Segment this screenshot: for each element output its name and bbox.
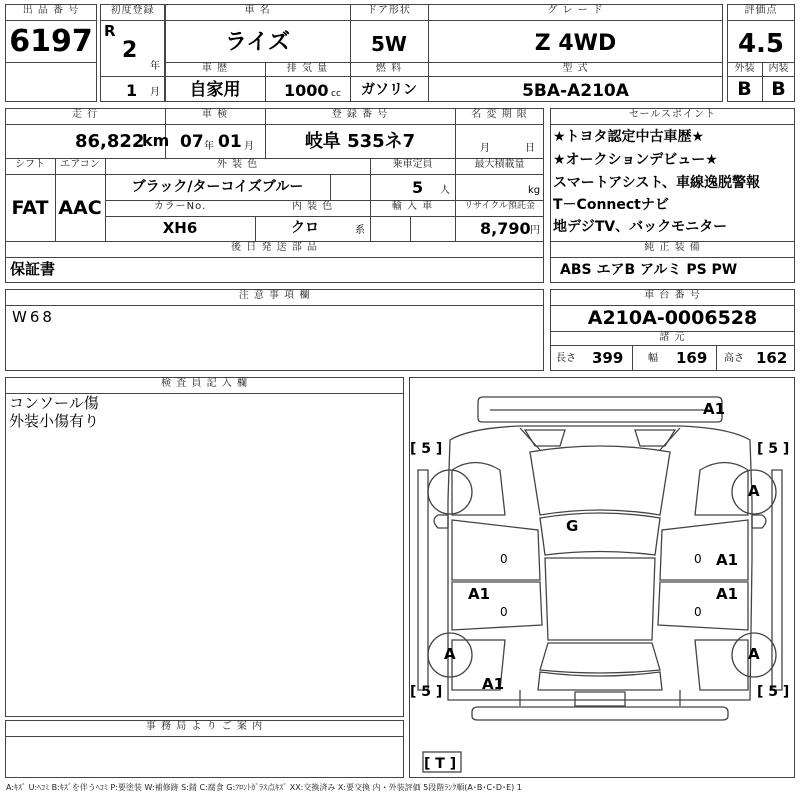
registration-label: 登 録 番 号 — [331, 109, 389, 120]
car-name: ライズ — [224, 30, 291, 55]
fuel-type: ガソリン — [361, 82, 417, 98]
inspection-year-unit: 年 — [204, 141, 214, 152]
notes-text: W68 — [12, 308, 55, 326]
passenger-capacity: 5 — [412, 178, 424, 197]
width-value: 169 — [676, 349, 708, 367]
name-change-day: 日 — [525, 143, 535, 154]
sales-point-2: ★オークションデビュー★ — [553, 152, 718, 168]
inspection-year: 07 — [180, 132, 204, 152]
interior-color: クロ — [291, 220, 319, 236]
name-change-label: 名 変 期 限 — [471, 109, 528, 120]
registration-number: 岐阜 535ネ7 — [304, 131, 416, 152]
mark-roof: A1 — [703, 400, 726, 418]
history-label: 車 歴 — [201, 63, 229, 74]
mileage-label: 走 行 — [71, 109, 99, 120]
exterior-grade: B — [737, 78, 752, 100]
cc-unit: cc — [331, 89, 341, 99]
first-registration-year: 2 — [122, 38, 138, 63]
equipment-label: 純 正 装 備 — [644, 242, 701, 253]
capacity-unit: 人 — [440, 185, 450, 196]
spare-tire-mark: [ T ] — [424, 756, 457, 772]
tire-size-bottom-right: [ 5 ] — [757, 684, 790, 700]
model-code: 5BA-A210A — [522, 81, 629, 101]
color-number-label: カラーNo. — [153, 201, 207, 212]
tire-size-bottom-left: [ 5 ] — [410, 684, 443, 700]
chassis-label: 車 台 番 号 — [644, 290, 701, 301]
mark-rear-left-door: A1 — [482, 675, 505, 693]
length-value: 399 — [592, 349, 624, 367]
year-unit: 年 — [150, 61, 160, 72]
mark-right-rear-wheel: A — [748, 645, 760, 663]
exterior-label: 外装 — [734, 63, 755, 74]
shift-type: FAT — [11, 197, 49, 219]
car-name-label: 車 名 — [244, 5, 271, 16]
first-registration-label: 初度登録 — [110, 5, 155, 16]
era-mark: R — [104, 22, 116, 40]
height-value: 162 — [756, 349, 788, 367]
inspection-label: 車 検 — [201, 109, 229, 120]
length-label: 長さ — [556, 353, 576, 364]
recycle-deposit: 8,790 — [480, 219, 531, 238]
mark-hood: G — [566, 517, 579, 535]
tire-size-top-right: [ 5 ] — [757, 441, 790, 457]
mark-left-rear-wheel: A — [444, 645, 456, 663]
first-registration-month: 1 — [126, 81, 138, 100]
interior-color-label: 内 装 色 — [291, 201, 334, 212]
mark-rear-right-door: A1 — [716, 585, 739, 603]
height-label: 高さ — [724, 353, 744, 364]
damage-diagram-box — [409, 377, 795, 778]
overall-score: 4.5 — [737, 29, 785, 59]
zero-mark-rear-right: 0 — [694, 605, 702, 619]
exterior-color: ブラック/ターコイズブルー — [131, 179, 304, 195]
aircon-label: エアコン — [60, 159, 100, 170]
aircon-type: AAC — [58, 197, 102, 219]
inspection-month: 01 — [218, 132, 242, 152]
sales-point-5: 地デジTV、バックモニター — [553, 219, 728, 235]
notes-box — [5, 289, 544, 371]
km-unit: km — [142, 131, 170, 150]
mark-front-left-door: A1 — [468, 585, 491, 603]
name-change-month: 月 — [480, 143, 490, 154]
standard-equipment: ABS エアB アルミ PS PW — [560, 262, 738, 278]
chassis-number: A210A-0006528 — [587, 307, 758, 329]
score-label: 評価点 — [744, 5, 778, 16]
office-label: 事 務 局 よ り ご 案 内 — [145, 721, 264, 732]
model-label: 型 式 — [562, 63, 589, 74]
shift-label: シフト — [15, 159, 45, 170]
interior-label: 内装 — [768, 63, 789, 74]
inspector-note-2: 外装小傷有り — [9, 412, 100, 430]
grade: Z 4WD — [534, 31, 617, 56]
zero-mark-right: 0 — [694, 552, 702, 566]
zero-mark-left: 0 — [500, 552, 508, 566]
exterior-color-label: 外 装 色 — [216, 159, 259, 170]
zero-mark-rear-left: 0 — [500, 605, 508, 619]
fuel-label: 燃 料 — [375, 63, 403, 74]
lot-number-label: 出 品 番 号 — [22, 5, 80, 16]
capacity-label: 乗車定員 — [392, 159, 433, 170]
inspector-label: 検 査 員 記 入 欄 — [161, 378, 248, 389]
sales-points-label: セールスポイント — [628, 109, 717, 120]
max-load-label: 最大積載量 — [474, 159, 525, 170]
sales-point-3: スマートアシスト、車線逸脱警報 — [553, 175, 761, 191]
import-label: 輸 入 車 — [391, 201, 434, 212]
later-parts-label: 後 日 発 送 部 品 — [231, 242, 318, 253]
grade-label: グ レ ー ド — [547, 5, 604, 16]
sales-point-4: T－Connectナビ — [553, 197, 669, 213]
displacement-label: 排 気 量 — [286, 63, 329, 74]
displacement: 1000 — [284, 81, 329, 100]
color-number: XH6 — [162, 219, 198, 237]
inspection-month-unit: 月 — [244, 141, 254, 152]
lot-number: 6197 — [9, 24, 93, 59]
vehicle-history: 自家用 — [189, 80, 241, 100]
notes-label: 注 意 事 項 欄 — [238, 290, 311, 301]
interior-grade: B — [771, 78, 786, 100]
door-type: 5W — [371, 32, 407, 56]
inspector-note-1: コンソール傷 — [9, 394, 99, 412]
month-unit: 月 — [150, 87, 160, 98]
width-label: 幅 — [648, 353, 658, 364]
mark-front-right-door: A1 — [716, 551, 739, 569]
recycle-label: リサイクル預託金 — [464, 201, 535, 211]
mileage: 86,822 — [75, 131, 145, 152]
door-type-label: ドア形状 — [367, 5, 411, 16]
tire-size-top-left: [ 5 ] — [410, 441, 443, 457]
interior-color-unit: 系 — [355, 225, 365, 236]
sales-point-1: ★トヨタ認定中古車歴★ — [553, 129, 705, 145]
specs-label: 諸 元 — [659, 332, 686, 343]
yen-unit: 円 — [530, 225, 540, 236]
damage-legend: A:ｷｽﾞ U:ﾍｺﾐ B:ｷｽﾞを伴うﾍｺﾐ P:要塗装 W:補修跡 S:錆 C:腐食 G:ﾌﾛﾝﾄｶﾞﾗｽ点ｷｽﾞ XX:交換済み X:要交換 内・外装評価 5段階ﾗﾝｸ順(A･B･C･D･E) 1 — [6, 783, 522, 792]
later-parts: 保証書 — [10, 260, 56, 278]
mark-left-front-wheel: A — [748, 482, 760, 500]
load-unit: kg — [528, 185, 541, 196]
